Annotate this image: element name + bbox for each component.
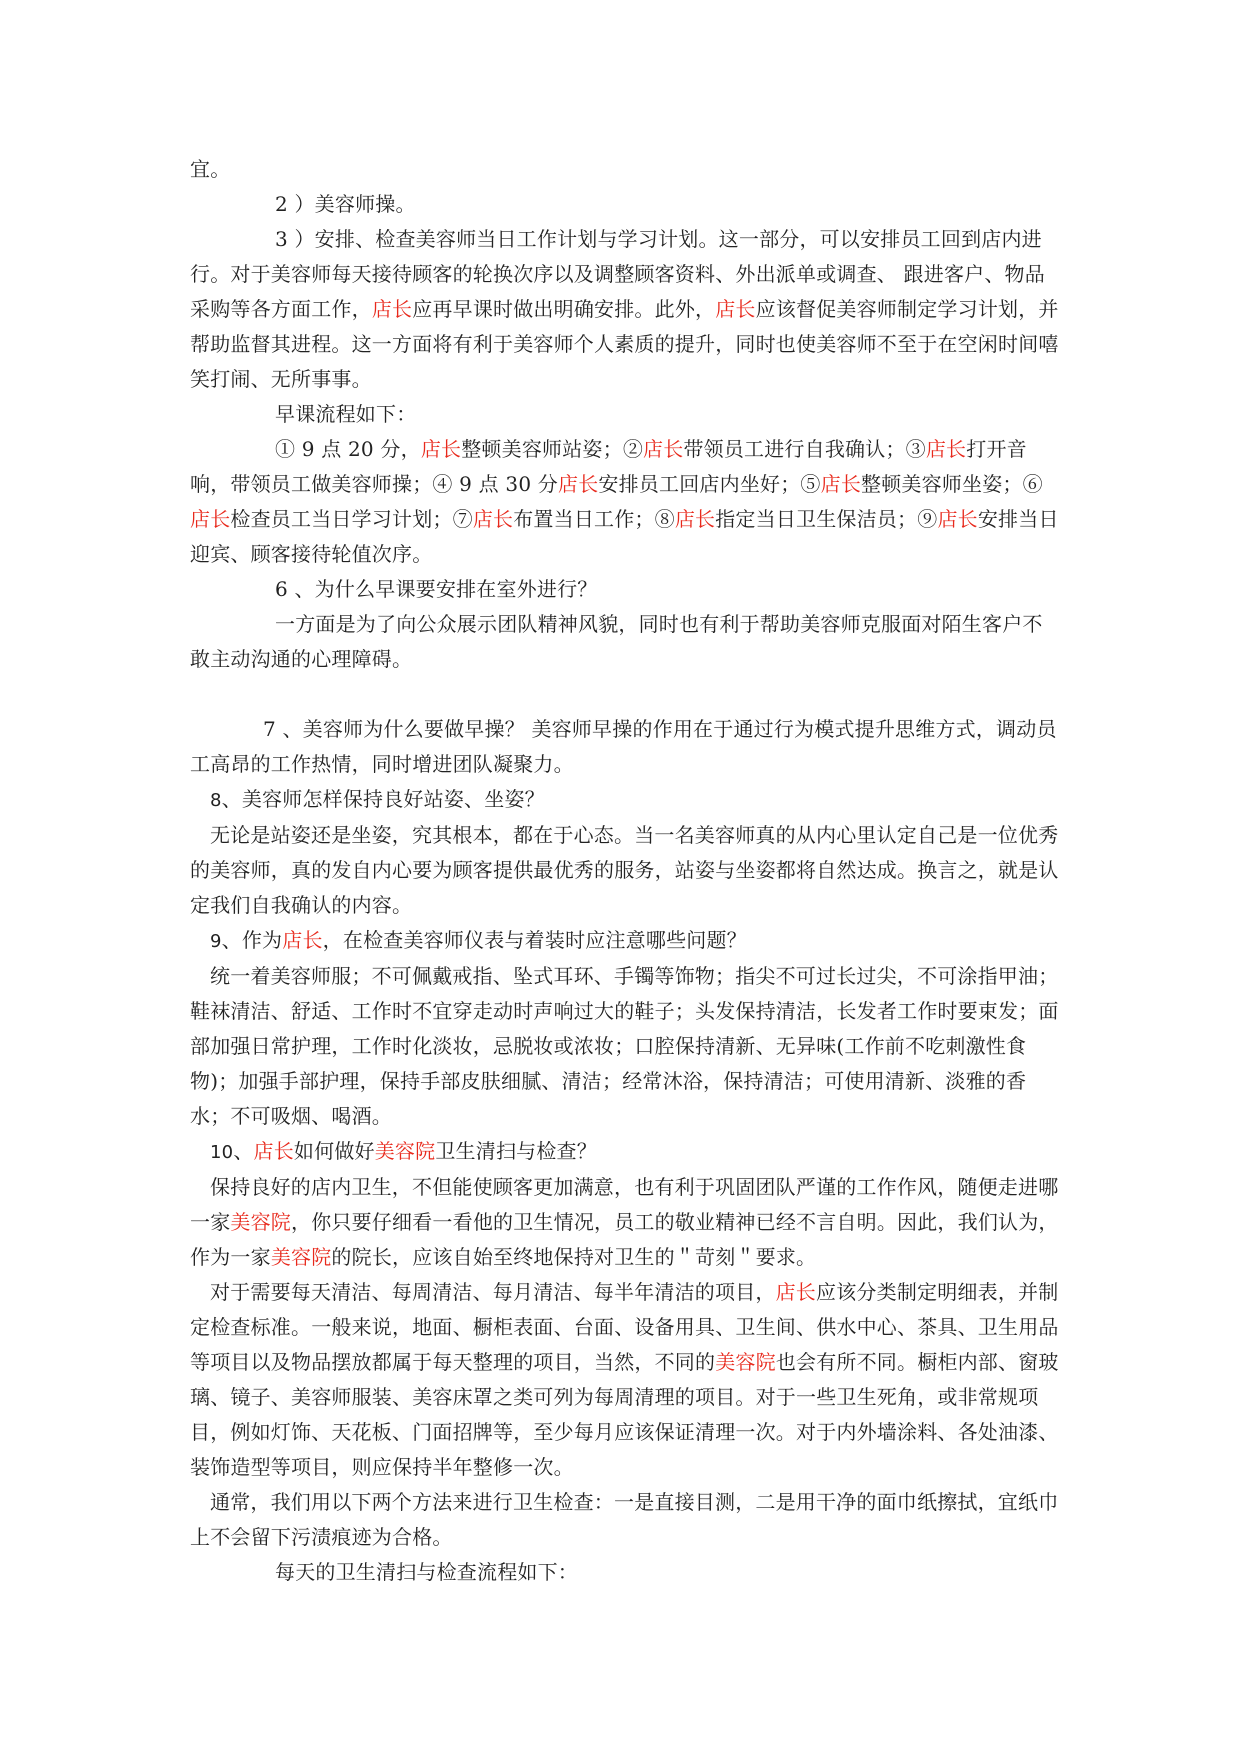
keyword-store-manager: 店长 (371, 297, 413, 321)
keyword-store-manager: 店长 (937, 507, 978, 531)
text-run: 的院长，应该自始至终地保持对卫生的＂苛刻＂要求。 (331, 1245, 817, 1269)
keyword-store-manager: 店长 (420, 437, 462, 461)
morning-class-steps (190, 432, 1060, 572)
question-6: 6 、为什么早课要安排在室外进行？ (275, 577, 598, 601)
answer-10-para-2 (190, 1275, 1060, 1485)
keyword-store-manager: 店长 (253, 1139, 294, 1163)
text-run: ，你只要仔细看一看他的卫生情况，员工的敬业精神已经不言自明。因此，我们认为，作为一家 (190, 1210, 1059, 1269)
text-run: 带领员工进行自我确认；③ (683, 437, 926, 461)
daily-cleaning-heading: 每天的卫生清扫与检查流程如下： (275, 1560, 578, 1584)
keyword-beauty-salon: 美容院 (374, 1139, 436, 1163)
text-run: 3 ）安排、检查美容师当日工作计划与学习计划。这一部分，可以安排员工回到店内进行。对于美容师每天接待顾客的轮换次序以及调整顾客资料、外出派单或调查、 跟进客户、物品采购等各方面工作， (190, 227, 1045, 321)
blank-line (190, 677, 1060, 712)
keyword-beauty-salon: 美容院 (230, 1210, 292, 1234)
morning-class-heading: 早课流程如下： (275, 402, 417, 426)
question-number: 10 (210, 1142, 234, 1163)
text-run: 安排当日迎宾、顾客接待轮值次序。 (190, 507, 1059, 566)
keyword-store-manager: 店长 (282, 928, 323, 952)
text-run: ，在检查美容师仪表与着装时应注意哪些问题？ (322, 928, 747, 952)
answer-6: 一方面是为了向公众展示团队精神风貌，同时也有利于帮助美容师克服面对陌生客户不敢主动沟通的心理障碍。 (190, 612, 1043, 671)
question-number: 8 (210, 790, 222, 811)
question-7: 7 、美容师为什么要做早操？ 美容师早操的作用在于通过行为模式提升思维方式，调动员工高昂的工作热情，同时增进团队凝聚力。 (190, 717, 1057, 776)
text-run: 卫生清扫与检查？ (435, 1139, 597, 1163)
question-10 (190, 1134, 1060, 1170)
keyword-beauty-salon: 美容院 (270, 1245, 332, 1269)
question-8 (190, 782, 1060, 818)
text-run: 布置当日工作；⑧ (513, 507, 675, 531)
question-9 (190, 923, 1060, 959)
text-run: 应再早课时做出明确安排。此外， (412, 297, 716, 321)
keyword-store-manager: 店长 (715, 297, 756, 321)
answer-9: 统一着美容师服；不可佩戴戒指、坠式耳环、手镯等饰物；指尖不可过长过尖，不可涂指甲油；鞋袜清洁、舒适、工作时不宜穿走动时声响过大的鞋子；头发保持清洁，长发者工作时要束发；面部加强日常护理，工作时化淡妆，忌脱妆或浓妆；口腔保持清新、无异味(工作前不吃刺激性食物)；加强手部护理，保持手部皮肤细腻、清洁；经常沐浴，保持清洁；可使用清新、淡雅的香水；不可吸烟、喝酒。 (190, 964, 1059, 1128)
keyword-store-manager: 店长 (674, 507, 716, 531)
text-run: 、美容师怎样保持良好站姿、坐姿？ (221, 787, 545, 811)
keyword-store-manager: 店长 (820, 472, 862, 496)
answer-10-para-3: 通常，我们用以下两个方法来进行卫生检查：一是直接目测，二是用干净的面巾纸擦拭，宜纸巾上不会留下污渍痕迹为合格。 (190, 1490, 1059, 1549)
text-run: 应该分类制定明细表，并制定检查标准。一般来说，地面、橱柜表面、台面、设备用具、卫生间、供水中心、茶具、卫生用品等项目以及物品摆放都属于每天整理的项目，当然，不同的 (190, 1280, 1059, 1374)
text-run: 整顿美容师站姿；② (461, 437, 644, 461)
keyword-store-manager: 店长 (472, 507, 514, 531)
text-run: 检查员工当日学习计划；⑦ (230, 507, 473, 531)
text-run: 如何做好 (293, 1139, 375, 1163)
paragraph-item-3 (190, 222, 1060, 397)
paragraph-continuation: 宜。 (190, 157, 231, 181)
text-run: 应该督促美容师制定学习计划，并帮助监督其进程。这一方面将有利于美容师个人素质的提升，同时也使美容师不至于在空闲时间嘻笑打闹、无所事事。 (190, 297, 1059, 391)
text-run: 、作为 (221, 928, 283, 952)
text-run: 对于需要每天清洁、每周清洁、每月清洁、每半年清洁的项目， (210, 1280, 776, 1304)
text-run: 、 (233, 1139, 254, 1163)
text-run: ① 9 点 20 分， (275, 437, 421, 461)
text-run: 安排员工回店内坐好；⑤ (598, 472, 821, 496)
answer-10-para-1 (190, 1170, 1060, 1275)
text-run: 保持良好的店内卫生，不但能使顾客更加满意，也有利于巩固团队严谨的工作作风，随便走进哪一家 (190, 1175, 1059, 1234)
keyword-beauty-salon: 美容院 (715, 1350, 776, 1374)
paragraph-item-2: 2 ）美容师操。 (275, 192, 416, 216)
keyword-store-manager: 店长 (190, 507, 231, 531)
document-body (190, 152, 1060, 1590)
answer-8: 无论是站姿还是坐姿，究其根本，都在于心态。当一名美容师真的从内心里认定自己是一位优秀的美容师，真的发自内心要为顾客提供最优秀的服务，站姿与坐姿都将自然达成。换言之，就是认定我们自我确认的内容。 (190, 823, 1059, 917)
keyword-store-manager: 店长 (775, 1280, 817, 1304)
keyword-store-manager: 店长 (643, 437, 684, 461)
keyword-store-manager: 店长 (925, 437, 967, 461)
question-number: 9 (210, 931, 222, 952)
text-run: 打开音响，带领员工做美容师操；④ 9 点 30 分 (190, 437, 1027, 496)
text-run: 指定当日卫生保洁员；⑨ (715, 507, 938, 531)
text-run: 整顿美容师坐姿；⑥ (861, 472, 1043, 496)
text-run: 也会有所不同。橱柜内部、窗玻璃、镜子、美容师服装、美容床罩之类可列为每周清理的项目。对于一些卫生死角，或非常规项目，例如灯饰、天花板、门面招牌等，至少每月应该保证清理一次。对于内外墙涂料、各处油漆、装饰造型等项目，则应保持半年整修一次。 (190, 1350, 1059, 1479)
keyword-store-manager: 店长 (558, 472, 599, 496)
